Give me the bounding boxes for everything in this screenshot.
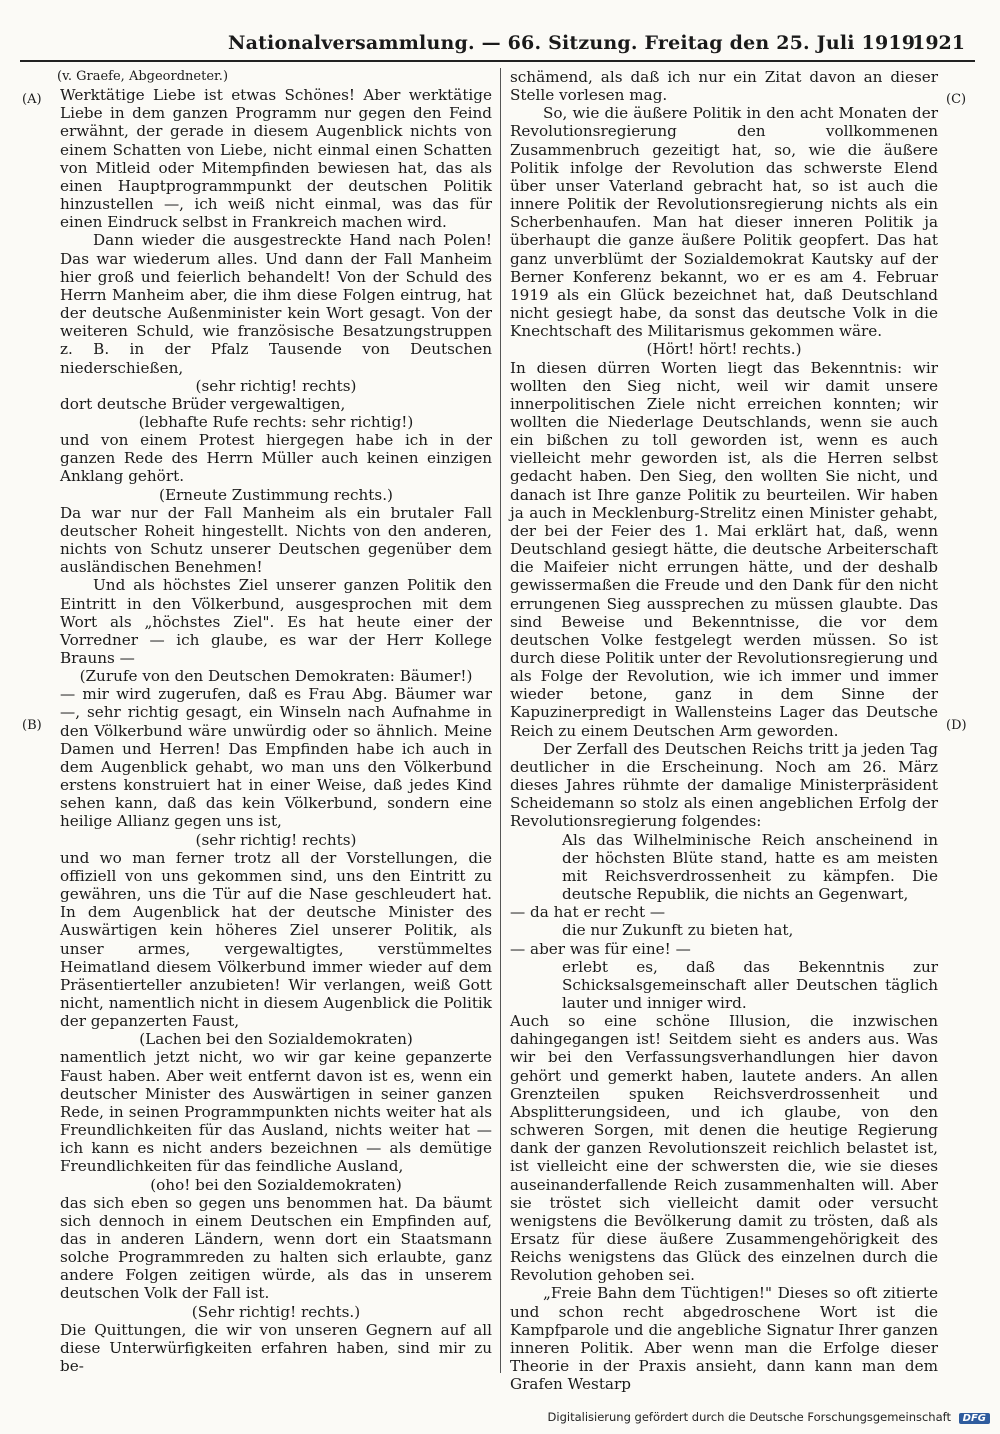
paragraph: und wo man ferner trotz all der Vorstellungen, die offiziell von uns gekommen sind, uns den Eintritt zu gewähren, uns die Tür auf die Nase geschleudert hat. In dem Augenblick hat der deutsche Minister des Auswärtigen kein höheres Ziel unserer Politik, als unser armes, vergewaltigtes, verstümmeltes Heimatland diesem Völkerbund immer wieder auf dem Präsentierteller anzubieten! Wir verlangen, weiß Gott nicht, namentlich nicht in diesem Augenblick die Politik der gepanzerten Faust, <box>60 848 492 1031</box>
interjection: (Zurufe von den Deutschen Demokraten: Bäumer!) <box>79 667 473 686</box>
interjection: (Lachen bei den Sozialdemokraten) <box>139 1030 413 1049</box>
paragraph: und von einem Protest hiergegen habe ich in der ganzen Rede des Herrn Müller auch keinen einzigen Anklang gehört. <box>60 431 492 486</box>
paragraph: namentlich jetzt nicht, wo wir gar keine gepanzerte Faust haben. Aber weit entfernt davon ist es, wenn ein deutscher Minister des Auswärtigen in seiner ganzen Rede, in seinen Programmpunkten nichts weiter hat als Freundlichkeiten für das Ausland, nichts weiter hat — ich kann es nicht anders bezeichnen — als demütige Freundlichkeiten für das feindliche Ausland, <box>60 1048 492 1176</box>
paragraph: Die Quittungen, die wir von unseren Gegnern auf all diese Unterwürfigkeiten erfahren haben, sind mir zu be- <box>60 1320 492 1376</box>
interjection: (sehr richtig! rechts) <box>195 830 357 849</box>
footer <box>548 1410 990 1424</box>
page-header <box>20 30 975 62</box>
interjection: (Erneute Zustimmung rechts.) <box>159 485 393 504</box>
paragraph: — mir wird zugerufen, daß es Frau Abg. Bäumer war —, sehr richtig gesagt, ein Winseln nach Aufnahme in den Völkerbund wäre unwürdig oder so ähnlich. Meine Damen und Herren! Das Empfinden habe ich auch in dem Augenblick gehabt, wo man uns den Völkerbund erstens konstruiert hat in einer Weise, daß jedes Kind sehen kann, daß das kein Völkerbund, sondern eine heilige Allianz gegen uns ist, <box>60 685 492 831</box>
interjection: (Sehr richtig! rechts.) <box>191 1302 361 1321</box>
paragraph: Da war nur der Fall Manheim als ein brutaler Fall deutscher Roheit hingestellt. Nichts von den anderen, nichts von Schutz unserer Deutschen gegenüber dem ausländischen Benehmen! <box>60 503 492 577</box>
paragraph: In diesen dürren Worten liegt das Bekenntnis: wir wollten den Sieg nicht, weil wir damit unsere innerpolitischen Ziele nicht erreichen konnten; wir wollten die Niederlage Deutschlands, wenn sie auch ein bißchen zu toll geworden ist, wenn es auch vielleicht mehr geworden ist, als die Herren selbst gedacht haben. Den Sieg, den wollten Sie nicht, und danach ist Ihre ganze Politik zu beurteilen. Wir haben ja auch in Mecklenburg-Strelitz einen Minister gehabt, der bei der Feier des 1. Mai erklärt hat, daß, wenn Deutschland gesiegt hätte, die deutsche Arbeiterschaft die Maifeier nicht errungen hätte, und der deshalb gewissermaßen die Freude und den Dank für den nicht errungenen Sieg aussprechen zu müssen glaubte. Das sind Beweise und Bekenntnisse, die vor dem deutschen Volke festgelegt werden müssen. So ist durch diese Politik unter der Revolutionsregierung und als Folge der Revolution, wie ich immer und immer wieder betone, ganz in dem Sinne der Kapuzinerpredigt in Wallensteins Lager das Deutsche Reich zu einem Deutschen Arm geworden. <box>510 358 938 740</box>
paragraph: Und als höchstes Ziel unserer ganzen Politik den Eintritt in den Völkerbund, ausgesprochen mit dem Wort als „höchstes Ziel". Es hat heute einer der Vorredner — ich glaube, es war der Herr Kollege Brauns — <box>60 576 492 667</box>
interjection: (Hört! hört! rechts.) <box>646 340 802 359</box>
paragraph: das sich eben so gegen uns benommen hat. Da bäumt sich dennoch in einem Deutschen ein Empfinden auf, das in anderen Ländern, wenn dort ein Staatsmann solche Programmreden zu halten sich erlaubte, ganz andere Folgen zeitigen würde, als das in unserem deutschen Volk der Fall ist. <box>60 1193 492 1303</box>
speaker-label: (v. Graefe, Abgeordneter.) <box>57 69 229 84</box>
paragraph: So, wie die äußere Politik in den acht Monaten der Revolutionsregierung den vollkommenen Zusammenbruch gezeitigt hat, so, wie die äußere Politik infolge der Revolution das schwerste Elend über unser Vaterland gebracht hat, so ist auch die innere Politik der Revolutionsregierung nichts als ein Scherbenhaufen. Man hat dieser inneren Politik ja überhaupt die ganze äußere Politik geopfert. Das hat ganz unverblümt der Sozialdemokrat Kautsky auf der Berner Konferenz bekannt, wo er es am 4. Februar 1919 als ein Glück bezeichnet hat, daß Deutschland nicht gesiegt habe, da sonst das deutsche Volk in die Knechtschaft des Militarismus gekommen wäre. <box>510 104 938 341</box>
paragraph: dort deutsche Brüder vergewaltigen, <box>60 394 346 413</box>
paragraph: Werktätige Liebe ist etwas Schönes! Aber werktätige Liebe in dem ganzen Programm nur gegen den Feind erwähnt, der gerade in diesem Augenblick nichts von einem Schatten von Liebe, nicht einmal einen Schatten von Mitleid oder Mitempfinden bewiesen hat, das als einen Hauptprogrammpunkt der deutschen Politik hinzustellen —, ich weiß nicht einmal, was das für einen Eindruck selbst in Frankreich machen wird. <box>60 86 492 232</box>
margin-marker-a: (A) <box>22 92 42 107</box>
right-text-column <box>510 68 938 1393</box>
quoted-paragraph: erlebt es, daß das Bekenntnis zur Schicksalsgemeinschaft aller Deutschen täglich lauter und inniger wird. <box>562 957 938 1012</box>
column-divider <box>500 68 501 1373</box>
interjection: (lebhafte Rufe rechts: sehr richtig!) <box>138 412 414 431</box>
margin-marker-c: (C) <box>946 92 967 107</box>
paragraph: schämend, als daß ich nur ein Zitat davon an dieser Stelle vorlesen mag. <box>510 68 938 105</box>
left-text-column <box>57 68 492 1376</box>
quoted-paragraph: die nur Zukunft zu bieten hat, <box>562 921 794 940</box>
interjection: (sehr richtig! rechts) <box>195 376 357 395</box>
footer-text: Digitalisierung gefördert durch die Deutsche Forschungsgemeinschaft <box>547 1410 951 1424</box>
margin-marker-b: (B) <box>22 718 42 733</box>
page-number: 1921 <box>912 32 965 54</box>
paragraph: Auch so eine schöne Illusion, die inzwischen dahingegangen ist! Seitdem sieht es anders aus. Was wir bei den Verfassungsverhandlungen hier davon gehört und gemerkt haben, lautete anders. An allen Grenzteilen spuken Reichsverdrossenheit und Absplitterungsideen, und ich glaube, von den schweren Sorgen, mit denen die heutige Regierung dank der ganzen Revolutionszeit reichlich belastet ist, ist vielleicht eine der schwersten die, wie sie dieses auseinanderfallende Reich zusammenhalten will. Aber sie tröstet sich vielleicht damit oder versucht wenigstens die Bevölkerung damit zu trösten, daß als Ersatz für diese äußere Zusammengehörigkeit des Reichs wenigstens das Glück des einzelnen durch die Revolution gehoben sei. <box>510 1012 938 1285</box>
dfg-logo: DFG <box>959 1413 990 1424</box>
paragraph: — da hat er recht — <box>510 903 666 922</box>
paragraph: Dann wieder die ausgestreckte Hand nach Polen! Das war wiederum alles. Und dann der Fall Manheim hier groß und feierlich behandelt! Von der Schuld des Herrn Manheim aber, die ihm diese Folgen eintrug, hat der deutsche Außenminister kein Wort gesagt. Von der weiteren Schuld, wie französische Besatzungstruppen z. B. in der Pfalz Tausende von Deutschen niederschießen, <box>60 231 492 377</box>
paragraph: „Freie Bahn dem Tüchtigen!" Dieses so oft zitierte und schon recht abgedroschene Wort ist die Kampfparole und die angebliche Signatur Ihrer ganzen inneren Politik. Aber wenn man die Erfolge dieser Theorie in der Praxis ansieht, dann kann man dem Grafen Westarp <box>510 1284 938 1394</box>
paragraph: — aber was für eine! — <box>510 939 691 958</box>
interjection: (oho! bei den Sozialdemokraten) <box>150 1175 402 1194</box>
paragraph: Der Zerfall des Deutschen Reichs tritt ja jeden Tag deutlicher in die Erscheinung. Noch am 26. März dieses Jahres rühmte der damalige Ministerpräsident Scheidemann so stolz als einen angeblichen Erfolg der Revolutionsregierung folgendes: <box>510 739 938 831</box>
header-title: Nationalversammlung. — 66. Sitzung. Freitag den 25. Juli 1919. <box>228 32 923 54</box>
margin-marker-d: (D) <box>946 718 967 733</box>
quoted-paragraph: Als das Wilhelminische Reich anscheinend in der höchsten Blüte stand, hatte es am meisten mit Reichsverdrossenheit zu kämpfen. Die deutsche Republik, die nichts an Gegenwart, <box>562 830 938 904</box>
